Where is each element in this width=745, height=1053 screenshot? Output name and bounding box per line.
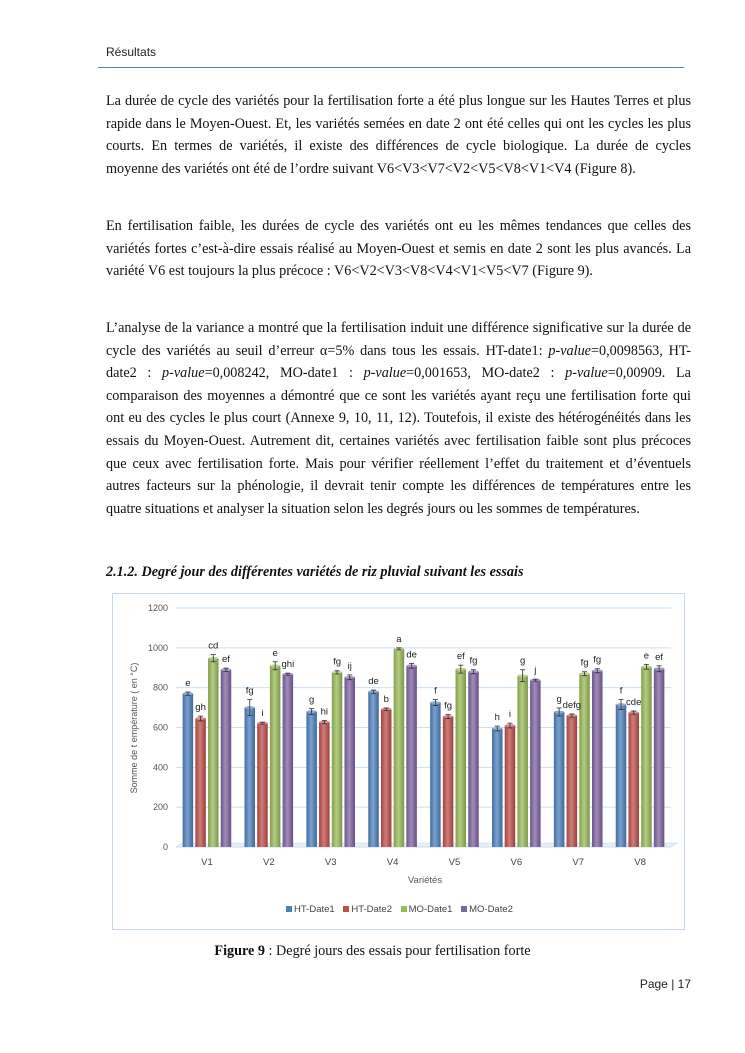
- y-tick-label: 1000: [147, 642, 168, 653]
- significance-letter: de: [406, 649, 417, 661]
- figure-caption-text: : Degré jours des essais pour fertilisation forte: [265, 943, 531, 959]
- page-header-title: Résultats: [106, 45, 157, 59]
- x-tick-label: V8: [634, 857, 646, 868]
- legend-swatch: [286, 906, 292, 912]
- x-tick-label: V5: [448, 857, 461, 868]
- bar: [567, 716, 578, 847]
- bar: [505, 726, 516, 847]
- legend-swatch: [401, 906, 407, 912]
- legend-item-ht-date1: [286, 904, 335, 915]
- legend-label: HT-Date2: [351, 904, 392, 915]
- x-axis-label: Variétés: [407, 875, 443, 886]
- significance-letter: g: [308, 694, 315, 706]
- paragraph-3-text: =0,008242, MO-date1 :: [204, 365, 364, 382]
- significance-letter: a: [396, 633, 402, 645]
- x-tick-label: V2: [263, 857, 275, 868]
- y-tick-label: 1200: [147, 603, 168, 613]
- bar: [208, 658, 219, 847]
- bar: [195, 719, 206, 847]
- bar: [456, 669, 467, 847]
- p-value-term: p-value: [162, 365, 205, 382]
- bar: [221, 670, 232, 847]
- chart-frame: [112, 593, 685, 930]
- bar: [245, 708, 256, 847]
- significance-letter: b: [383, 693, 389, 705]
- significance-letter: g: [556, 693, 562, 705]
- paragraph-3: [106, 317, 691, 520]
- page-number: Page | 17: [639, 977, 691, 991]
- y-tick-label: 400: [152, 762, 168, 773]
- bar: [319, 722, 330, 847]
- significance-letter: cde: [626, 696, 642, 708]
- significance-letter: ghi: [281, 659, 295, 671]
- significance-letter: e: [185, 678, 191, 690]
- x-tick-label: V4: [386, 857, 399, 868]
- bar: [394, 649, 405, 847]
- bar: [183, 694, 194, 847]
- significance-letter: defg: [562, 699, 582, 711]
- bar: [406, 666, 417, 847]
- significance-letter: g: [520, 655, 526, 667]
- bar: [368, 692, 379, 847]
- legend-swatch: [461, 906, 467, 912]
- bar: [492, 728, 503, 847]
- paragraph-3-text: =0,0098563, HT-date2 :: [106, 342, 691, 382]
- y-tick-label: 800: [152, 682, 168, 693]
- legend-item-mo-date2: [461, 904, 513, 915]
- figure-label: Figure 9: [214, 943, 265, 959]
- bar: [257, 723, 268, 847]
- significance-letter: ef: [456, 651, 465, 663]
- bar: [517, 676, 528, 847]
- paragraph-1: La durée de cycle des variétés pour la fertilisation forte a été plus longue sur les Hautes Terres et plus rapide dans le Moyen-Ouest. Et, les variétés semées en date 2 ont été celles qui ont les cycles les plus courts. En termes de variétés, il existe des différences de cycle biologique. La durée de cycles moyenne des variétés ont été de l’ordre suivant V6<V3<V7<V2<V5<V8<V1<V4 (Figure 8).: [106, 93, 691, 177]
- y-tick-label: 0: [162, 842, 168, 852]
- bar: [430, 703, 441, 847]
- legend-label: MO-Date1: [408, 904, 453, 915]
- bar: [641, 667, 652, 847]
- significance-letter: de: [368, 676, 379, 688]
- significance-letter: gh: [195, 702, 206, 714]
- y-axis-label: Somme de t empérature ( en °C): [129, 662, 139, 794]
- bar: [468, 672, 479, 847]
- significance-letter: fg: [333, 656, 342, 668]
- bars-layer: [183, 647, 665, 847]
- significance-letter: i: [261, 708, 264, 720]
- legend-label: HT-Date1: [294, 904, 335, 915]
- bar: [592, 671, 603, 847]
- x-tick-label: V1: [201, 857, 213, 868]
- paragraph-2: En fertilisation faible, les durées de cycle des variétés ont eu les mêmes tendances que celles des variétés fortes c’est-à-dire essais réalisé au Moyen-Ouest et semis en date 2 sont les plus avancés. La variété V6 est toujours la plus précoce : V6<V2<V3<V8<V4<V1<V5<V7 (Figure 9).: [106, 218, 691, 280]
- significance-letter: fg: [469, 655, 478, 667]
- significance-letter: ef: [655, 651, 664, 663]
- significance-letter: ij: [347, 660, 352, 672]
- bar: [283, 674, 294, 847]
- significance-letter: cd: [208, 640, 219, 652]
- significance-letter: ef: [222, 654, 230, 666]
- bar: [344, 677, 355, 847]
- bar: [332, 672, 343, 847]
- significance-letter: hi: [320, 706, 329, 718]
- x-tick-label: V6: [510, 857, 523, 868]
- significance-letter: fg: [245, 685, 254, 697]
- bar: [628, 713, 639, 847]
- chart-legend: [113, 904, 686, 915]
- significance-letter: fg: [593, 654, 602, 666]
- y-tick-label: 600: [152, 722, 168, 733]
- p-value-term: p-value: [548, 342, 591, 359]
- significance-letter: e: [272, 647, 278, 659]
- paragraph-3-text: =0,001653, MO-date2 :: [406, 365, 566, 382]
- bar: [554, 712, 565, 847]
- legend-item-mo-date1: [401, 904, 453, 915]
- p-value-term: p-value: [363, 365, 407, 382]
- x-tick-label: V3: [324, 857, 337, 868]
- legend-swatch: [343, 906, 349, 912]
- header-rule: [98, 67, 684, 68]
- bar: [443, 717, 454, 847]
- paragraph-3-text: L’analyse de la variance a montré que la fertilisation induit une différence significative sur la durée de cycle des variétés au seuil d’erreur α=5% dans tous les essais. HT-date1:: [106, 320, 691, 359]
- significance-letter: fg: [444, 700, 453, 712]
- x-tick-label: V7: [572, 857, 584, 868]
- legend-item-ht-date2: [343, 904, 392, 915]
- bar: [381, 709, 392, 847]
- bar: [530, 680, 541, 847]
- bar: [654, 669, 665, 847]
- significance-letter: i: [508, 709, 512, 721]
- paragraph-3-text: =0,00909. La comparaison des moyennes a démontré que ce sont les variétés ayant reçu une fertilisation forte qui ont eu des cycles le plus court (Annexe 9, 10, 11, 12). Toutefois, il existe des hétérogénéités dans les essais du Moyen-Ouest. Autrement dit, certaines variétés avec fertilisation faible sont plus précoces que ceux avec fertilisation forte. Mais pour vérifier réellement l’effet du traitement et d’éventuels autres facteurs sur la phénologie, il devrait tenir compte les différences de températures entre les quatre situations et analyser la situation selon les degrés jours ou les sommes de températures.: [106, 365, 691, 517]
- bar: [306, 712, 317, 847]
- significance-letter: h: [494, 712, 500, 724]
- bar: [270, 666, 281, 847]
- bar: [616, 705, 627, 847]
- significance-letter: j: [534, 665, 537, 677]
- significance-letter: e: [643, 650, 650, 662]
- legend-label: MO-Date2: [469, 904, 513, 915]
- section-heading: 2.1.2. Degré jour des différentes variétés de riz pluvial suivant les essais: [106, 564, 524, 580]
- p-value-term: p-value: [565, 365, 608, 382]
- significance-letter: f: [619, 685, 623, 697]
- figure-caption: [0, 943, 745, 960]
- significance-letter: f: [434, 685, 437, 697]
- bar-chart: [113, 594, 684, 929]
- y-tick-label: 200: [152, 802, 168, 813]
- significance-letter: fg: [580, 657, 589, 669]
